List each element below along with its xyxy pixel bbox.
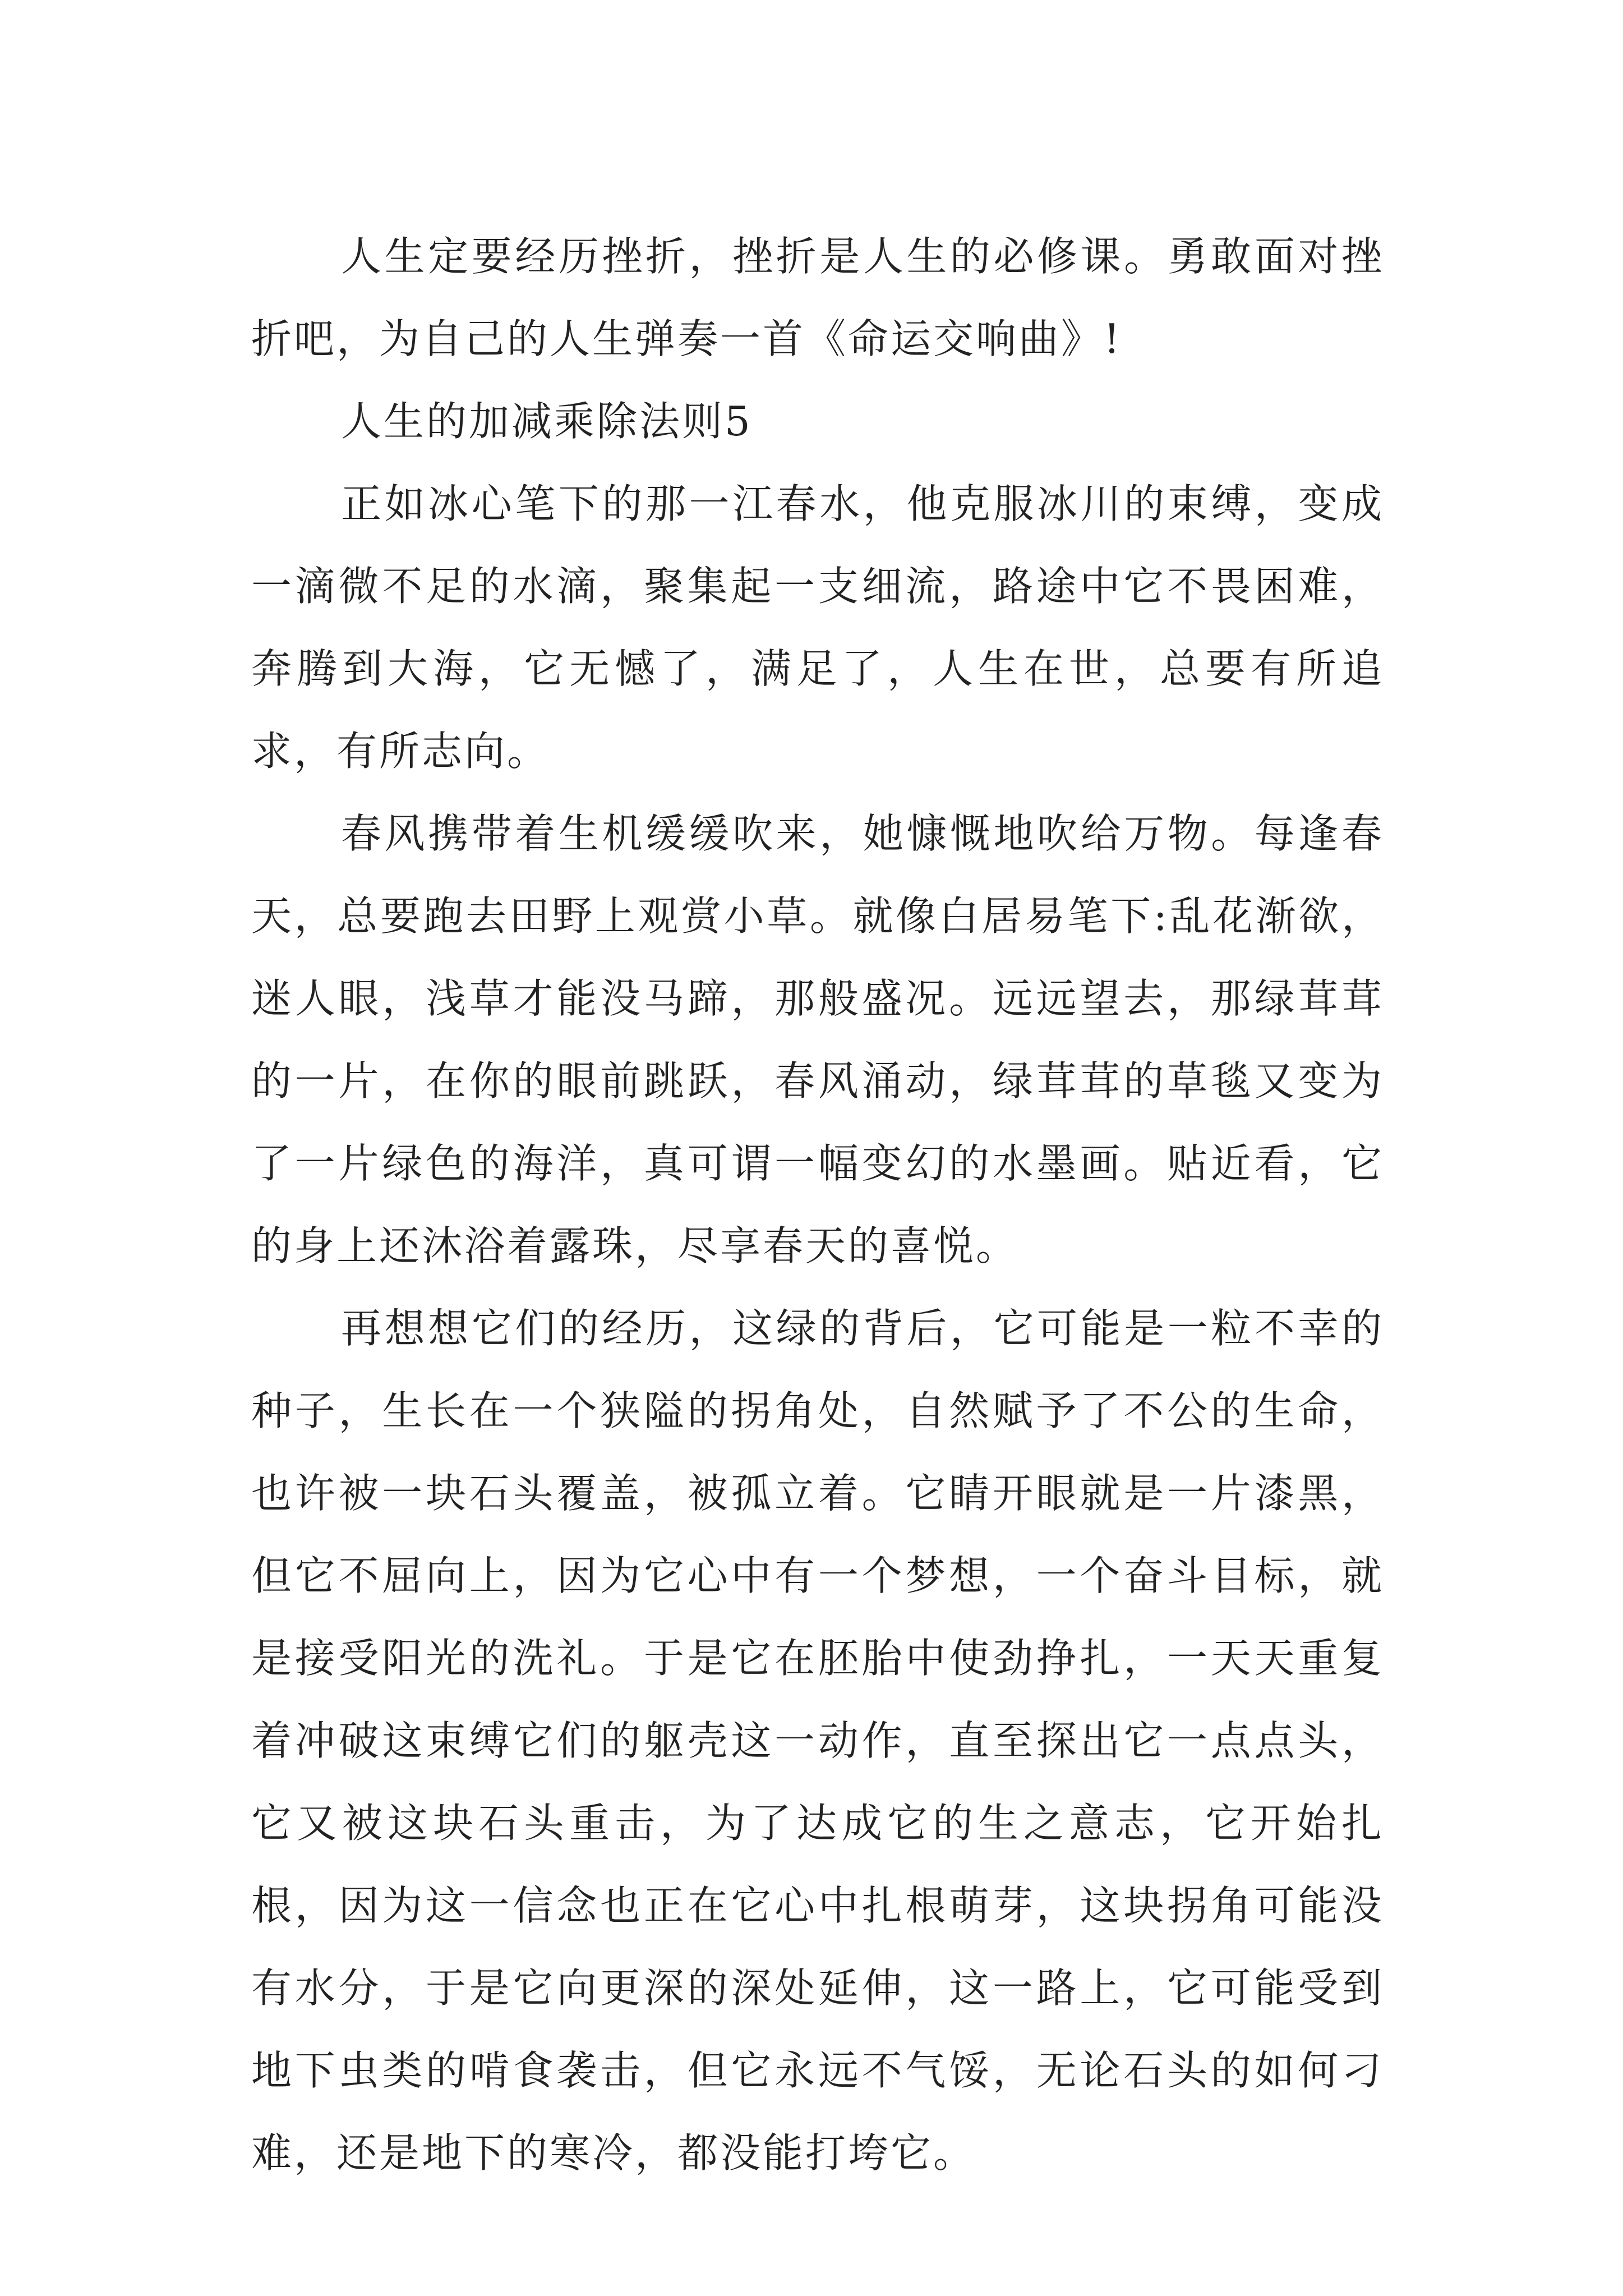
paragraph-spring-wind: 春风携带着生机缓缓吹来，她慷慨地吹给万物。每逢春天，总要跑去田野上观赏小草。就像白居易笔下:乱花渐欲，迷人眼，浅草才能没马蹄，那般盛况。远远望去，那绿茸茸的一片，在你的眼前跳跃，春风涌动，绿茸茸的草毯又变为了一片绿色的海洋，真可谓一幅变幻的水墨画。贴近看，它的身上还沐浴着露珠，尽享春天的喜悦。 <box>251 810 1384 1269</box>
section-heading: 人生的加减乘除法则5 <box>341 398 753 445</box>
paragraph-spring-water: 正如冰心笔下的那一江春水，他克服冰川的束缚，变成一滴微不足的水滴，聚集起一支细流，路途中它不畏困难，奔腾到大海，它无憾了，满足了，人生在世，总要有所追求，有所志向。 <box>251 480 1384 775</box>
paragraph-intro: 人生定要经历挫折，挫折是人生的必修课。勇敢面对挫折吧，为自己的人生弹奏一首《命运交响曲》! <box>251 233 1384 362</box>
paragraph-seed-story: 再想想它们的经历，这绿的背后，它可能是一粒不幸的种子，生长在一个狭隘的拐角处，自然赋予了不公的生命，也许被一块石头覆盖，被孤立着。它睛开眼就是一片漆黑，但它不屈向上，因为它心中有一个梦想，一个奋斗目标，就是接受阳光的洗礼。于是它在胚胎中使劲挣扎，一天天重复着冲破这束缚它们的躯壳这一动作，直至探出它一点点头，它又被这块石头重击，为了达成它的生之意志，它开始扎根，因为这一信念也正在它心中扎根萌芽，这块拐角可能没有水分，于是它向更深的深处延伸，这一路上，它可能受到地下虫类的啃食袭击，但它永远不气馁，无论石头的如何刁难，还是地下的寒冷，都没能打垮它。 <box>251 1305 1384 2177</box>
document-body <box>251 215 1384 2194</box>
